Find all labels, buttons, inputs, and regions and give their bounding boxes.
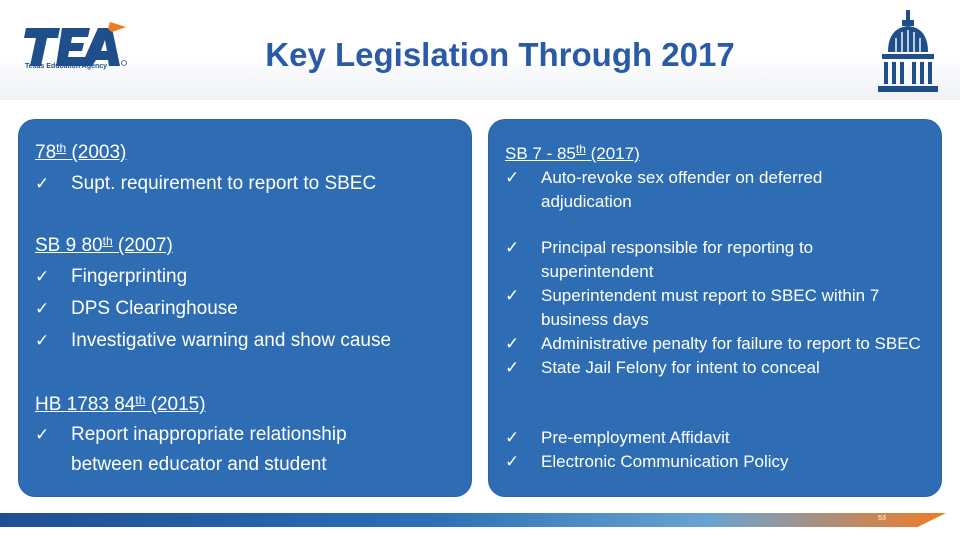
list-item: ✓ Investigative warning and show cause (35, 325, 461, 357)
list-item: ✓ Report inappropriate relationship between educator and student (35, 420, 401, 480)
left-legislation-panel (19, 120, 471, 496)
list-item: ✓ Auto-revoke sex offender on deferred adjudication (505, 168, 823, 211)
page-number: 53 (878, 515, 886, 522)
check-icon: ✓ (505, 358, 520, 378)
right-legislation-panel (489, 120, 941, 496)
section-heading: SB 7 - 85th (2017) (505, 142, 640, 163)
check-icon: ✓ (505, 334, 520, 354)
list-item: ✓ Administrative penalty for failure to report to SBEC (505, 334, 921, 354)
check-icon: ✓ (505, 168, 520, 188)
check-icon: ✓ (505, 238, 520, 258)
check-icon: ✓ (505, 286, 520, 306)
list-item: ✓ Electronic Communication Policy (505, 452, 789, 472)
list-item: ✓ Principal responsible for reporting to superintendent (505, 238, 814, 281)
section-heading: 78th (2003) (35, 141, 127, 163)
check-icon: ✓ (505, 428, 520, 448)
footer-bar (0, 513, 946, 527)
page-title: Key Legislation Through 2017 (265, 36, 735, 73)
section-sb7-reporting (505, 236, 931, 380)
list-item: ✓ Pre-employment Affidavit (505, 428, 730, 448)
list-item: ✓ Superintendent must report to SBEC within 7 business days (505, 286, 880, 329)
check-icon: ✓ (35, 299, 50, 319)
logo-tagline: Texas Education Agency (25, 63, 108, 70)
check-icon: ✓ (35, 425, 50, 445)
section-hb1783 (35, 390, 461, 480)
list-item: ✓ State Jail Felony for intent to conceal (505, 358, 820, 378)
capitol-dome-icon (876, 8, 940, 94)
section-sb9 (35, 231, 461, 357)
list-item: ✓ Supt. requirement to report to SBEC (35, 168, 461, 200)
check-icon: ✓ (35, 267, 50, 287)
section-heading: SB 9 80th (2007) (35, 234, 173, 256)
section-sb7-policy (505, 426, 931, 474)
list-item: ✓ DPS Clearinghouse (35, 293, 461, 325)
section-sb7 (505, 142, 931, 214)
check-icon: ✓ (505, 452, 520, 472)
check-icon: ✓ (35, 174, 50, 194)
list-item: ✓ Fingerprinting (35, 261, 461, 293)
section-heading: HB 1783 84th (2015) (35, 393, 206, 415)
check-icon: ✓ (35, 331, 50, 351)
section-78th (35, 138, 461, 200)
header (0, 0, 960, 100)
